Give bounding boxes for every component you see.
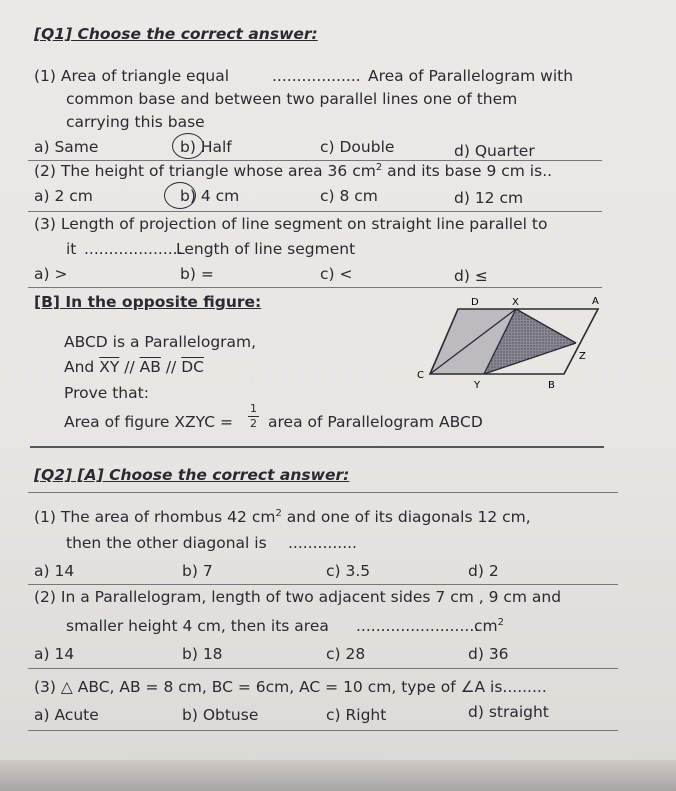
q1-item1-line1b: Area of Parallelogram with [368, 67, 574, 85]
q2-item1-line1: (1) The area of rhombus 42 $cm^2$ and one of its diagonals 12 cm, [34, 507, 531, 526]
q1-item1-line3: carrying this base [66, 113, 205, 131]
divider [28, 668, 618, 669]
q1-item3-option-d: d) ≤ [454, 267, 488, 285]
label-x: X [512, 297, 519, 308]
label-z: Z [579, 351, 586, 362]
area-statement-b: area of Parallelogram ABCD [268, 413, 483, 431]
q1-item2-option-a: a) 2 cm [34, 187, 93, 205]
prove-label: Prove that: [64, 384, 149, 402]
label-d: D [471, 297, 479, 308]
divider [28, 211, 602, 212]
section-divider [30, 446, 604, 448]
half-fraction: 1 2 [250, 402, 257, 430]
q2-item2-option-d: d) 36 [468, 645, 509, 663]
label-a: A [592, 296, 599, 307]
divider [28, 584, 618, 585]
q2-header: [Q2] [A] Choose the correct answer: [34, 466, 350, 484]
q1-item3-line1: (3) Length of projection of line segment on straight line parallel to [34, 215, 548, 233]
partb-line1: ABCD is a Parallelogram, [64, 333, 257, 351]
q1-partb-header: [B] In the opposite figure: [34, 293, 262, 311]
q2-item3-option-d: d) straight [468, 703, 549, 721]
label-y: Y [474, 380, 481, 391]
divider [28, 492, 618, 493]
q1-item3-option-c: c) < [320, 265, 353, 283]
partb-line2: And $\overline{XY} // \overline{AB} // \overline{DC}$ [64, 358, 204, 376]
q2-item1-option-b: b) 7 [182, 562, 213, 580]
q2-item2-blank: ......................... [356, 617, 480, 635]
q1-item3-line2b: Length of line segment [176, 240, 356, 258]
q1-header: [Q1] Choose the correct answer: [34, 25, 318, 43]
q1-item1-line1a: (1) Area of triangle equal [34, 67, 230, 85]
q2-item3-option-a: a) Acute [34, 706, 99, 724]
q2-item3-line1: (3) △ ABC, AB = 8 cm, BC = 6cm, AC = 10 cm, type of ∠A is......... [34, 678, 547, 696]
q2-item3-option-b: b) Obtuse [182, 706, 259, 724]
q2-item2-unit: $cm^2$ [474, 616, 504, 635]
q1-item1-line2: common base and between two parallel lines one of them [66, 90, 518, 108]
divider [28, 730, 618, 731]
q2-item1-option-c: c) 3.5 [326, 562, 371, 580]
parallelogram-figure [416, 288, 616, 400]
q1-item2-option-c: c) 8 cm [320, 187, 378, 205]
q2-item1-line2a: then the other diagonal is [66, 534, 267, 552]
q2-item1-option-d: d) 2 [468, 562, 499, 580]
q1-item1-option-b: b) Half [180, 138, 232, 156]
q2-item2-option-c: c) 28 [326, 645, 366, 663]
q1-item1-blank: .................. [272, 67, 361, 85]
q2-item2-line2a: smaller height 4 cm, then its area [66, 617, 329, 635]
q1-item3-line2a: it [66, 240, 77, 258]
label-c: C [417, 370, 424, 381]
q2-item1-option-a: a) 14 [34, 562, 75, 580]
q1-item2-option-d: d) 12 cm [454, 189, 524, 207]
q2-item2-option-b: b) 18 [182, 645, 223, 663]
q1-item3-option-a: a) > [34, 265, 68, 283]
q1-item2-line1a: (2) The height of triangle whose area 36 $cm^2$ and its base 9 cm is.. [34, 161, 553, 180]
q2-item2-line1: (2) In a Parallelogram, length of two adjacent sides 7 cm , 9 cm and [34, 588, 562, 606]
q1-item1-option-a: a) Same [34, 138, 99, 156]
label-b: B [548, 380, 555, 391]
q1-item1-option-c: c) Double [320, 138, 395, 156]
q2-item1-blank: .............. [288, 534, 357, 552]
q2-item3-option-c: c) Right [326, 706, 387, 724]
page-edge-shadow [0, 760, 676, 791]
q2-item2-option-a: a) 14 [34, 645, 75, 663]
q1-item2-option-b: b) 4 cm [180, 187, 240, 205]
q1-item1-option-d: d) Quarter [454, 142, 535, 160]
area-statement-a: Area of figure XZYC = [64, 413, 233, 431]
q1-item3-blank: .................... [84, 240, 183, 258]
q1-item3-option-b: b) = [180, 265, 214, 283]
